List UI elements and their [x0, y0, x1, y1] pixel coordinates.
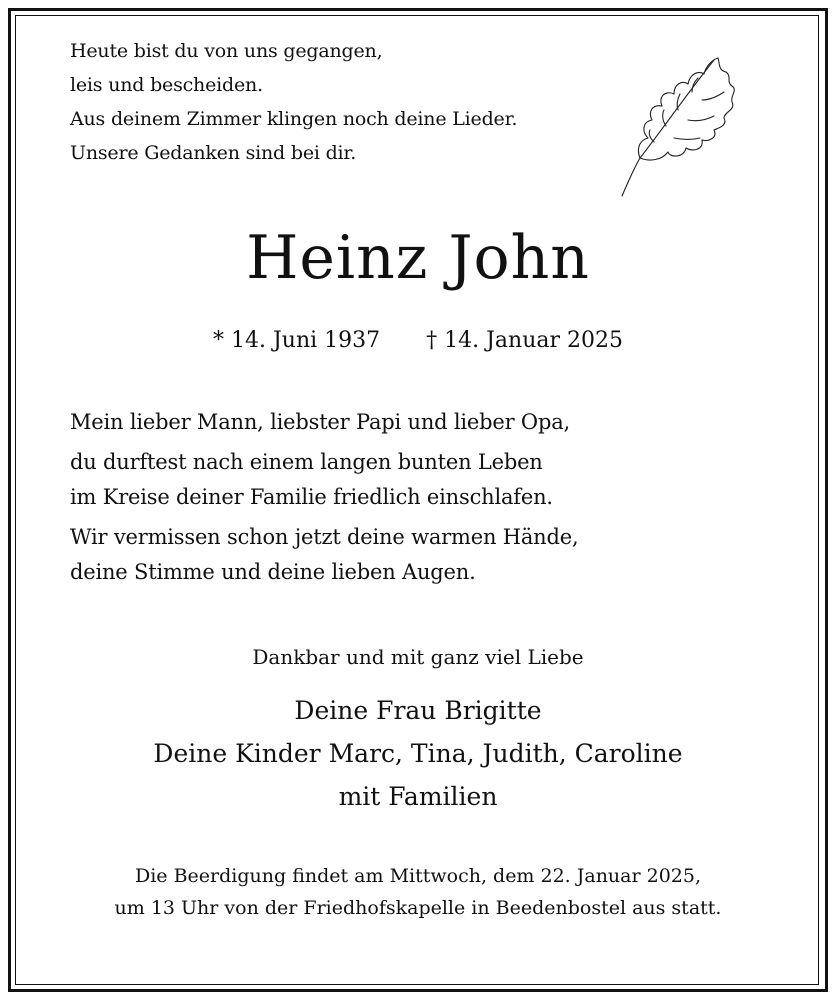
- family-line: Deine Kinder Marc, Tina, Judith, Caroline: [153, 739, 683, 768]
- deceased-name: Heinz John: [246, 223, 590, 293]
- message-paragraph: [70, 405, 578, 440]
- message-line: du durftest nach einem langen bunten Leben: [70, 450, 543, 474]
- farewell-message: [70, 405, 578, 595]
- poem: [70, 34, 517, 170]
- death-date: † 14. Januar 2025: [426, 328, 624, 353]
- poem-line: leis und bescheiden.: [70, 74, 263, 96]
- funeral-line: Die Beerdigung findet am Mittwoch, dem 22. Januar 2025,: [134, 865, 702, 887]
- message-line: im Kreise deiner Familie friedlich einschlafen.: [70, 485, 553, 509]
- message-paragraph: [70, 445, 578, 515]
- funeral-notice: [0, 860, 836, 924]
- thanks-line: Dankbar und mit ganz viel Liebe: [252, 645, 584, 669]
- life-dates: [0, 324, 836, 358]
- family-signature: [0, 689, 836, 818]
- message-line: Mein lieber Mann, liebster Papi und lieber Opa,: [70, 410, 570, 434]
- poem-line: Unsere Gedanken sind bei dir.: [70, 142, 357, 164]
- family-line: Deine Frau Brigitte: [294, 696, 542, 725]
- message-line: Wir vermissen schon jetzt deine warmen Hände,: [70, 525, 579, 549]
- birth-date: * 14. Juni 1937: [212, 328, 381, 353]
- poem-line: Heute bist du von uns gegangen,: [70, 40, 383, 62]
- oak-leaf-icon: [614, 50, 744, 200]
- poem-line: Aus deinem Zimmer klingen noch deine Lieder.: [70, 108, 518, 130]
- message-paragraph: [70, 520, 578, 590]
- funeral-line: um 13 Uhr von der Friedhofskapelle in Beedenbostel aus statt.: [114, 897, 722, 919]
- family-line: mit Familien: [338, 782, 498, 811]
- message-line: deine Stimme und deine lieben Augen.: [70, 560, 476, 584]
